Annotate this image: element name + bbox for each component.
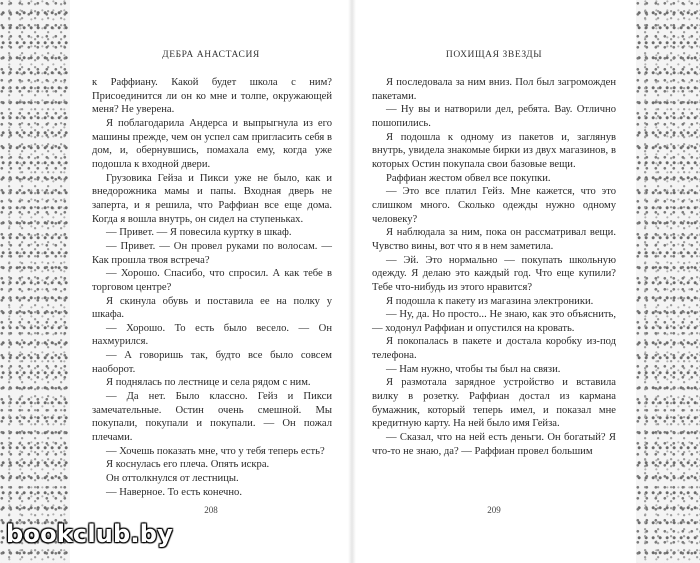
paragraph: — Привет. — Я повесила куртку в шкаф. bbox=[106, 227, 292, 239]
book-gutter bbox=[348, 0, 356, 563]
right-page-edge-decoration bbox=[636, 0, 700, 563]
paragraph: Я скинула обувь и поставила ее на полку у шкафа. bbox=[92, 295, 332, 321]
paragraph: — Да нет. Было классно. Гейз и Пикси замечательные. Остин очень смешной. Мы покупали, покупали и покупали. — Он пожал плечами. bbox=[92, 391, 332, 444]
paragraph: Я наблюдала за ним, пока он рассматривал вещи. Чувство вины, вот что я в нем заметила. bbox=[372, 227, 616, 252]
paragraph: — Хорошо. Спасибо, что спросил. А как тебе в торговом центре? bbox=[92, 268, 332, 293]
paragraph: — Нам нужно, чтобы ты был на связи. bbox=[386, 363, 561, 375]
paragraph: — Ну, да. Но просто... Не знаю, как это объяснить, — ходонул Раффиан и опустился на кровать. bbox=[372, 309, 616, 334]
right-page-number: 209 bbox=[487, 505, 501, 515]
paragraph: Я размотала зарядное устройство и вставила вилку в розетку. Раффиан достал из кармана бумажник, который теперь имел, и показал мне кредитную карту. На ней было имя Гейза. bbox=[372, 377, 616, 430]
paragraph: — А говоришь так, будто все было совсем наоборот. bbox=[92, 350, 332, 375]
paragraph: Я коснулась его плеча. Опять искра. bbox=[106, 459, 270, 471]
paragraph: — Хорошо. То есть было весело. — Он нахмурился. bbox=[92, 322, 332, 348]
paragraph: — Привет. — Он провел руками по волосам. — Как прошла твоя встреча? bbox=[92, 240, 332, 266]
right-page-text bbox=[372, 76, 616, 458]
paragraph: — Ну вы и натворили дел, ребята. Вау. Отлично пошопились. bbox=[372, 104, 616, 129]
left-running-head: ДЕБРА АНАСТАСИЯ bbox=[162, 50, 260, 60]
left-page bbox=[70, 0, 352, 563]
paragraph: Я последовала за ним вниз. Пол был загроможден пакетами. bbox=[372, 77, 616, 102]
paragraph: Я подошла к одному из пакетов и, заглянув внутрь, увидела знакомые бирки из двух магазинов, в которых Остин покупала свои базовые вещи. bbox=[372, 131, 616, 170]
paragraph: Я поднялась по лестнице и села рядом с ним. bbox=[106, 377, 311, 389]
left-page-edge-decoration bbox=[0, 0, 70, 563]
paragraph: — Эй. Это нормально — покупать школьную одежду. Я делаю это каждый год. Что еще купили? Тебе что-нибудь из этого нравится? bbox=[372, 254, 616, 293]
paragraph: к Раффиану. Какой будет школа с ним? Присоединится ли он ко мне и толпе, окружающей меня? Не уверена. bbox=[92, 77, 332, 116]
watermark-logo: bookclub.by bbox=[6, 520, 173, 548]
paragraph: — Хочешь показать мне, что у тебя теперь есть? bbox=[106, 445, 325, 457]
paragraph: — Сказал, что на ней есть деньги. Он богатый? Я что-то не знаю, да? — Раффиан провел большим bbox=[372, 432, 616, 457]
paragraph: Он оттолкнулся от лестницы. bbox=[106, 473, 239, 485]
paragraph: — Наверное. То есть конечно. bbox=[106, 486, 242, 498]
paragraph: Раффиан жестом обвел все покупки. bbox=[386, 172, 551, 184]
left-page-text bbox=[92, 76, 332, 499]
left-page-number: 208 bbox=[204, 505, 218, 515]
paragraph: Я поблагодарила Андерса и выпрыгнула из его машины прежде, чем он успел сам пригласить себя в дом, и, обернувшись, помахала ему, когда уже подошла к входной двери. bbox=[92, 117, 332, 170]
paragraph: Я покопалась в пакете и достала коробку из-под телефона. bbox=[372, 336, 616, 362]
paragraph: Я подошла к пакету из магазина электроники. bbox=[386, 295, 594, 307]
paragraph: — Это все платил Гейз. Мне кажется, что это слишком много. Сколько одежды нужно одному человеку? bbox=[372, 186, 616, 225]
right-running-head: ПОХИЩАЯ ЗВЕЗДЫ bbox=[445, 50, 543, 60]
paragraph: Грузовика Гейза и Пикси уже не было, как и внедорожника мамы и папы. Входная дверь не заперта, и я решила, что Раффиан все еще дома. Когда я вошла внутрь, он сидел на ступеньках. bbox=[92, 172, 332, 225]
right-page bbox=[352, 0, 636, 563]
